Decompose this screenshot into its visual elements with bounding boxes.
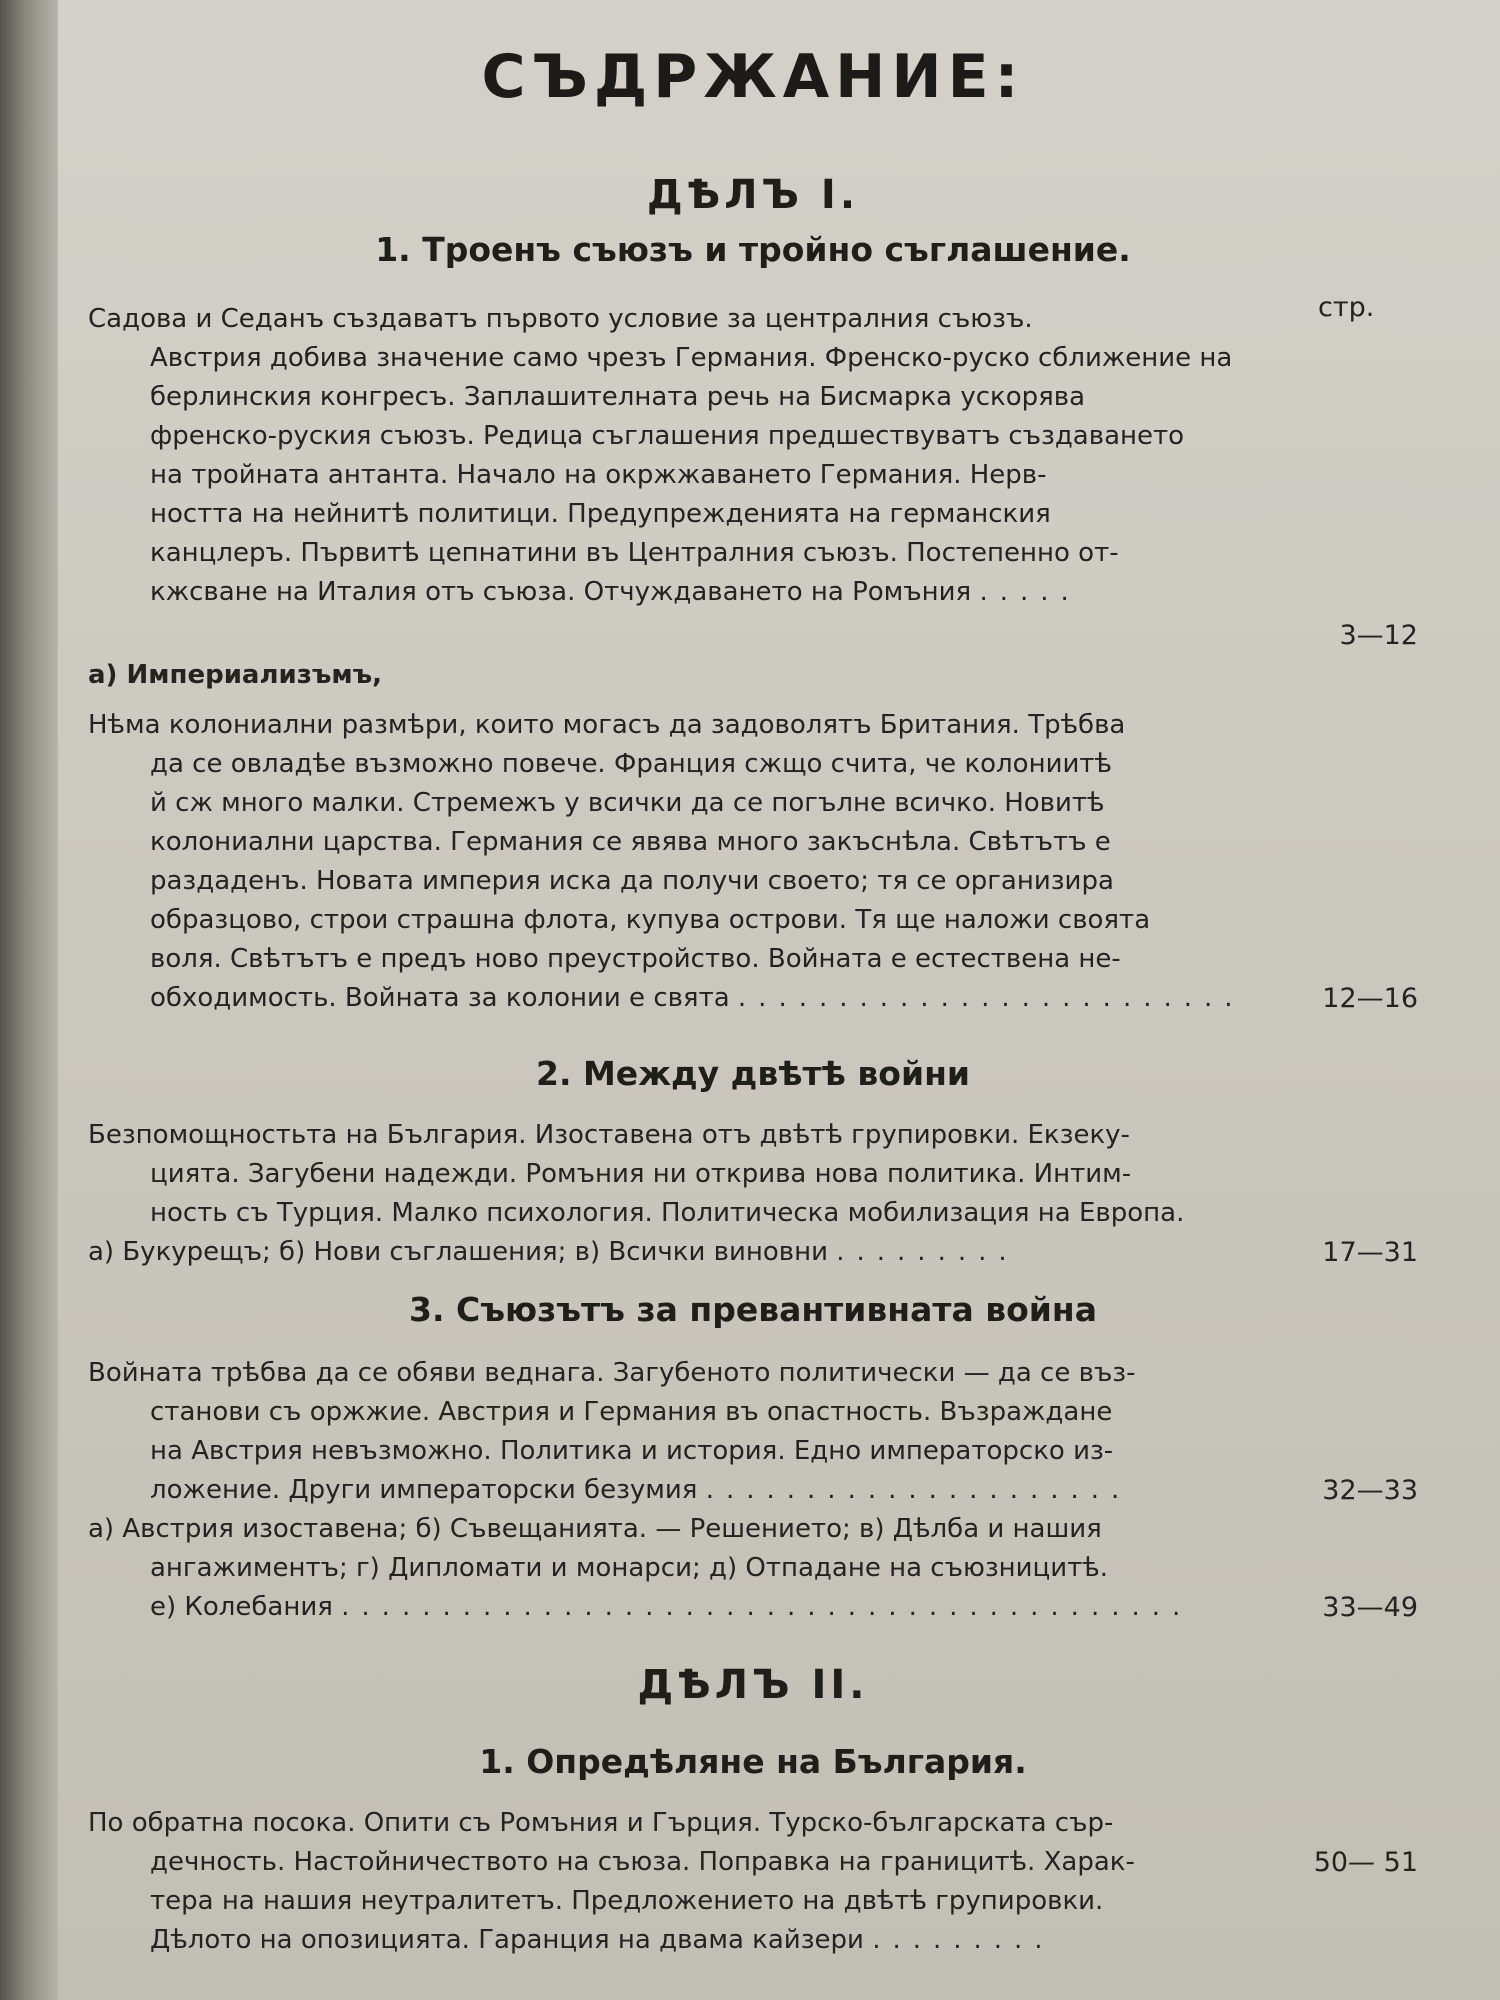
section-3-entry <box>88 1354 1418 1627</box>
entry-line: на Австрия невъзможно. Политика и история. Едно императорско из- <box>150 1436 1114 1466</box>
entry-line: канцлеръ. Първитѣ цепнатини въ Централния съюзъ. Постепенно от- <box>150 538 1119 568</box>
book-spine <box>0 0 58 2000</box>
entry-line: а) Австрия изоставена; б) Съвещанията. — Решението; в) Дѣлба и нашия <box>88 1514 1102 1544</box>
entry-line: Безпомощностьта на България. Изоставена отъ двѣтѣ групировки. Екзеку- <box>88 1120 1130 1150</box>
section-2-1-entry <box>88 1804 1418 1960</box>
section-3-title: 3. Съюзътъ за превантивната война <box>409 1290 1097 1329</box>
entry-line: раздаденъ. Новата империя иска да получи своето; тя се организира <box>150 866 1114 896</box>
page-range: 32—33 <box>1322 1475 1418 1506</box>
subsection-title: а) Империализъмъ, <box>88 660 383 690</box>
entry-line: кжсване на Италия отъ съюза. Отчуждаването на Ромъния ..... <box>150 577 1081 607</box>
entry-line: е) Колебания .......................................... <box>150 1592 1193 1622</box>
page-range: 33—49 <box>1322 1592 1418 1623</box>
entry-line: Садова и Седанъ създаватъ първото условие за централния съюзъ. <box>88 304 1033 334</box>
page-range: 17—31 <box>1322 1237 1418 1268</box>
page-range: 3—12 <box>1339 620 1418 651</box>
subsection-entry <box>88 706 1418 1018</box>
section-2-entry <box>88 1116 1418 1272</box>
section-2-title: 2. Между двѣтѣ войни <box>535 1054 970 1093</box>
entry-line: ангажиментъ; г) Дипломати и монарси; д) Отпадане на съюзницитѣ. <box>150 1553 1109 1583</box>
entry-line: на тройната антанта. Начало на окржжаването Германия. Нерв- <box>150 460 1047 490</box>
entry-line: ность съ Турция. Малко психология. Политическа мобилизация на Европа. <box>150 1198 1185 1228</box>
entry-line: Нѣма колониални размѣри, които могасъ да задоволятъ Британия. Трѣбва <box>88 710 1126 740</box>
part-1-heading: ДѢЛЪ I. <box>646 172 860 218</box>
page-title: СЪДРЖАНИЕ: <box>481 42 1025 112</box>
section-2-1-title: 1. Опредѣляне на България. <box>479 1742 1027 1781</box>
entry-line: берлинския конгресъ. Заплашителната речь на Бисмарка ускорява <box>150 382 1086 412</box>
entry-line: а) Букурещъ; б) Нови съглашения; в) Всички виновни ......... <box>88 1237 1019 1267</box>
entry-line: обходимость. Войната за колонии е свята ......................... <box>150 983 1245 1013</box>
entry-line: френско-руския съюзъ. Редица съглашения предшествуватъ създаването <box>150 421 1185 451</box>
page-column-label: стр. <box>1318 292 1375 323</box>
entry-line: По обратна посока. Опити съ Ромъния и Гърция. Турско-българската сър- <box>88 1808 1114 1838</box>
entry-line: да се овладѣе възможно повече. Франция сжщо счита, че колониитѣ <box>150 749 1112 779</box>
entry-line: Австрия добива значение само чрезъ Германия. Френско-руско сближение на <box>150 343 1233 373</box>
page-range: 12—16 <box>1322 983 1418 1014</box>
entry-line: цията. Загубени надежди. Ромъния ни открива нова политика. Интим- <box>150 1159 1132 1189</box>
entry-line: ността на нейнитѣ политици. Предупрежденията на германския <box>150 499 1051 529</box>
table-of-contents <box>88 40 1418 1990</box>
page-range: 50— 51 <box>1313 1847 1418 1878</box>
entry-line: образцово, строи страшна флота, купува острови. Тя ще наложи своята <box>150 905 1151 935</box>
entry-line: й сж много малки. Стремежъ у всички да се погълне всичко. Новитѣ <box>150 788 1105 818</box>
entry-line: тера на нашия неутралитетъ. Предложението на двѣтѣ групировки. <box>150 1886 1104 1916</box>
entry-line: Дѣлото на опозицията. Гаранция на двама кайзери ......... <box>150 1925 1055 1955</box>
entry-line: ложение. Други императорски безумия ..................... <box>150 1475 1132 1505</box>
section-1-entry <box>88 300 1418 612</box>
entry-line: дечность. Настойничеството на съюза. Поправка на границитѣ. Харак- <box>150 1847 1135 1877</box>
entry-line: воля. Свѣтътъ е предъ ново преустройство. Войната е естествена не- <box>150 944 1121 974</box>
entry-line: станови съ оржжие. Австрия и Германия въ опастность. Възраждане <box>150 1397 1113 1427</box>
entry-line: колониални царства. Германия се явява много закъснѣла. Свѣтътъ е <box>150 827 1111 857</box>
section-1-title: 1. Троенъ съюзъ и тройно съглашение. <box>375 230 1131 269</box>
entry-line: Войната трѣбва да се обяви веднага. Загубеното политически — да се въз- <box>88 1358 1136 1388</box>
part-2-heading: ДѢЛЪ II. <box>637 1662 869 1708</box>
